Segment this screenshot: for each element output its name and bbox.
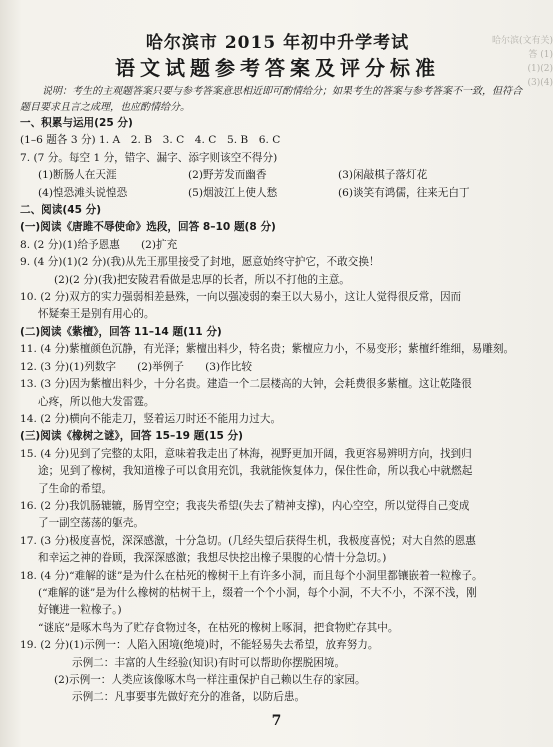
answer-key-subtitle: 语文试题参考答案及评分标准 — [115, 56, 440, 80]
answer-q19-line2: 示例二：丰富的人生经验(知识)有时可以帮助你摆脱困境。 — [72, 656, 346, 669]
answer-q14: 14. (2 分)横向不能走刀，竖着运刀时还不能用力过大。 — [20, 412, 282, 425]
answer-q18-line4: “谜底”是啄木鸟为了贮存食物过冬，在枯死的橡树上啄洞，把食物贮存其中。 — [38, 621, 399, 634]
answer-q13-line1: 13. (3 分)因为紫檀出料少，十分名贵。建造一个二层楼高的大钟，会耗费很多紫檀。这让乾隆很 — [20, 378, 472, 391]
answer-q17-line2: 和幸运之神的眷顾，我深深感激；我想尽快挖出橡子果腹的心情十分急切。) — [38, 552, 387, 565]
answer-q15-line1: 15. (4 分)见到了完整的太阳，意味着我走出了林海，视野更加开阔，我更容易辨明方向，找到归 — [20, 447, 472, 460]
answer-q17-line1: 17. (3 分)极度喜悦，深深感激，十分急切。(几经失望后获得生机，我极度喜悦；对大自然的恩惠 — [20, 534, 476, 547]
answer-q11: 11. (4 分)紫檀颜色沉静，有光泽；紫檀出料少，特名贵；紫檀应力小，不易变形；紫檀纤维细，易雕刻。 — [20, 343, 515, 356]
answer-q10-line1: 10. (2 分)双方的实力强弱相差悬殊，一向以强凌弱的秦王以大易小，这让人觉得很反常，因而 — [20, 291, 462, 304]
reading-heading-2: (二)阅读《紫檀》，回答 11–14 题(11 分) — [20, 325, 222, 338]
answer-q19-line1: 19. (2 分)(1)示例一：人陷入困境(绝境)时，不能轻易失去希望，放弃努力。 — [20, 639, 379, 652]
answer-q19-line4: 示例二：凡事要事先做好充分的准备，以防后患。 — [72, 691, 306, 704]
reading-heading-1: (一)阅读《唐雎不辱使命》选段，回答 8–10 题(8 分) — [20, 221, 276, 234]
answer-q12: 12. (3 分)(1)列数字 (2)举例子 (3)作比较 — [20, 360, 252, 373]
answer-q10-line2: 怀疑秦王是别有用心的。 — [38, 308, 155, 321]
exam-title: 哈尔滨市 2015 年初中升学考试 — [145, 33, 410, 53]
answer-q15-line3: 了生命的希望。 — [38, 482, 113, 495]
section-heading-1: 一、积累与运用(25 分) — [20, 117, 133, 129]
answer-q7-row1: (1)断肠人在天涯 (2)野芳发而幽香 (3)闲敲棋子落灯花 — [38, 169, 428, 182]
answer-q7: 7. (7 分。每空 1 分，错字、漏字、添字则该空不得分) — [20, 151, 278, 164]
answer-q9-part1: 9. (4 分)(1)(2 分)(我)从先王那里接受了封地，愿意始终守护它，不敢交换！ — [20, 256, 380, 269]
bleed-through-text: 哈尔滨(文有关) 答 (1) (1)(2) (3)(4) — [491, 36, 553, 88]
answer-q1-6: (1–6 题各 3 分) 1. A 2. B 3. C 4. C 5. B 6. C — [20, 134, 281, 147]
answer-q19-line3: (2)示例一：人类应该像啄木鸟一样注重保护自己赖以生存的家园。 — [54, 674, 366, 686]
answer-q9-part2: (2)(2 分)(我)把安陵君看做是忠厚的长者，所以不打他的主意。 — [54, 273, 350, 286]
answer-q16-line1: 16. (2 分)我饥肠辘辘，肠胃空空；我丧失希望(失去了精神支撑)，内心空空，所以觉得自己变成 — [20, 499, 470, 512]
page-number: 7 — [271, 713, 282, 729]
answer-q7-row2: (4)惶恐滩头说惶恐 (5)烟波江上使人愁 (6)谈笑有鸿儒，往来无白丁 — [38, 186, 470, 199]
answer-q18-line3: 好镶进一粒橡子。) — [38, 604, 122, 617]
answer-q8: 8. (2 分)(1)给予恩惠 (2)扩充 — [20, 238, 178, 251]
reading-heading-3: (三)阅读《橡树之谜》，回答 15–19 题(15 分) — [20, 430, 243, 443]
answer-q18-line2: (“难解的谜”是为什么橡树的枯树干上，缀着一个个小洞，每个小洞，不大不小，不深不浅，刚 — [38, 586, 477, 599]
section-heading-2: 二、阅读(45 分) — [20, 204, 102, 217]
answer-q18-line1: 18. (4 分)“难解的谜”是为什么在枯死的橡树干上有许多小洞，而且每个小洞里都镶嵌着一粒橡子。 — [20, 569, 483, 582]
answer-q16-line2: 了一副空荡荡的躯壳。 — [38, 517, 144, 530]
answer-q13-line2: 心疼，所以他大发雷霆。 — [38, 395, 155, 408]
answer-q15-line2: 途；见到了橡树，我知道橡子可以食用充饥，我就能恢复体力，保住性命，所以我心中就燃起 — [38, 465, 473, 478]
answer-key-content — [20, 32, 535, 707]
grading-note: 说明：考生的主观题答案只要与参考答案意思相近即可酌情给分；如果考生的答案与参考答案不一致，但符合题目要求且言之成理，也应酌情给分。 — [20, 86, 522, 113]
